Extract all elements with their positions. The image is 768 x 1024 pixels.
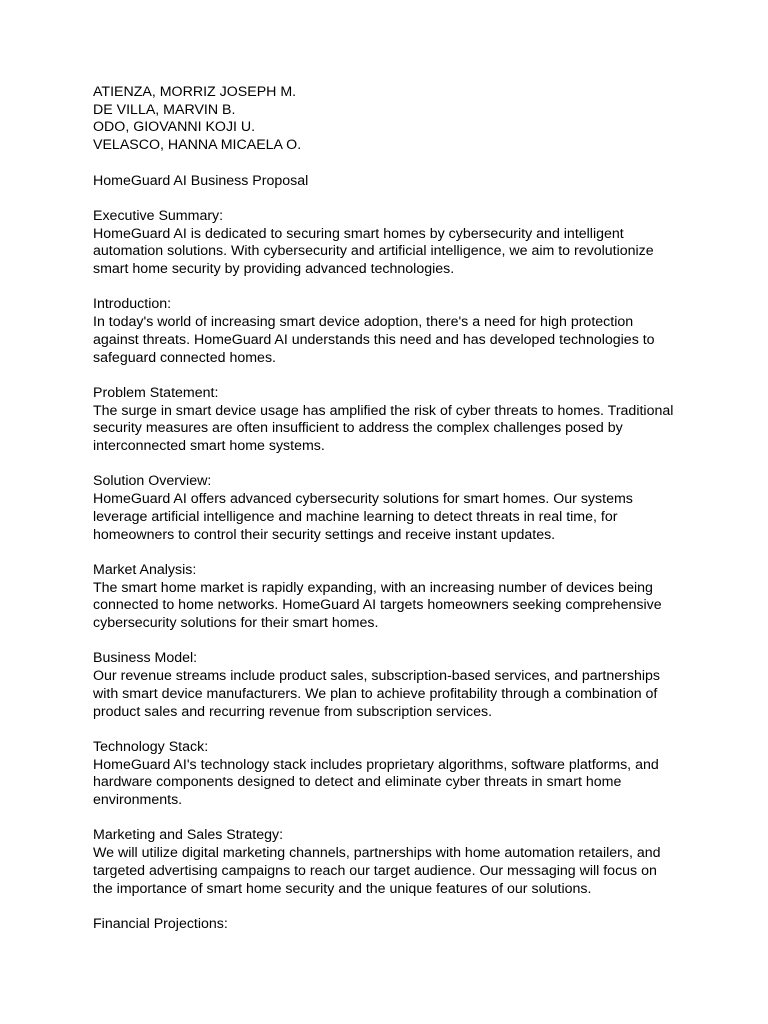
section-body bbox=[93, 668, 693, 721]
author-list bbox=[93, 84, 693, 155]
section-heading: Marketing and Sales Strategy: bbox=[93, 827, 284, 844]
section-heading: Executive Summary: bbox=[93, 207, 224, 224]
body-line: HomeGuard AI offers advanced cybersecurity solutions for smart homes. Our systems bbox=[93, 491, 633, 508]
section-marketing-and-sales-strategy bbox=[93, 827, 693, 898]
body-line: targeted advertising campaigns to reach our target audience. Our messaging will focus on bbox=[93, 862, 657, 879]
section-technology-stack bbox=[93, 739, 693, 810]
document-page bbox=[93, 84, 693, 934]
body-line: homeowners to control their security settings and receive instant updates. bbox=[93, 526, 556, 543]
body-line: smart home security by providing advanced technologies. bbox=[93, 261, 455, 277]
section-heading: Market Analysis: bbox=[93, 561, 197, 578]
section-heading: Technology Stack: bbox=[93, 738, 209, 755]
body-line: The smart home market is rapidly expanding, with an increasing number of devices being bbox=[93, 579, 653, 596]
body-line: connected to home networks. HomeGuard AI targets homeowners seeking comprehensive bbox=[93, 597, 662, 614]
body-line: against threats. HomeGuard AI understands this need and has developed technologies to bbox=[93, 331, 655, 348]
section-heading: Solution Overview: bbox=[93, 473, 212, 490]
section-heading: Financial Projections: bbox=[93, 915, 228, 932]
body-line: hardware components designed to detect and eliminate cyber threats in smart home bbox=[93, 774, 622, 791]
section-body bbox=[93, 845, 693, 898]
section-market-analysis bbox=[93, 562, 693, 633]
section-business-model bbox=[93, 650, 693, 721]
body-line: HomeGuard AI's technology stack includes proprietary algorithms, software platforms, and bbox=[93, 756, 659, 773]
author-name: DE VILLA, MARVIN B. bbox=[93, 101, 236, 118]
author-name: ATIENZA, MORRIZ JOSEPH M. bbox=[93, 84, 297, 100]
section-executive-summary bbox=[93, 208, 693, 279]
body-line: the importance of smart home security and the unique features of our solutions. bbox=[93, 880, 592, 897]
body-line: Our revenue streams include product sales, subscription-based services, and partnerships bbox=[93, 668, 660, 685]
section-body bbox=[93, 580, 693, 633]
author-name: VELASCO, HANNA MICAELA O. bbox=[93, 137, 302, 154]
section-solution-overview bbox=[93, 473, 693, 544]
section-introduction bbox=[93, 296, 693, 367]
body-line: We will utilize digital marketing channels, partnerships with home automation retailers, and bbox=[93, 845, 661, 862]
section-heading: Business Model: bbox=[93, 650, 198, 667]
body-line: leverage artificial intelligence and machine learning to detect threats in real time, for bbox=[93, 508, 618, 525]
section-problem-statement bbox=[93, 385, 693, 456]
section-heading: Introduction: bbox=[93, 296, 172, 313]
body-line: with smart device manufacturers. We plan to achieve profitability through a combination of bbox=[93, 685, 658, 702]
section-body bbox=[93, 403, 693, 456]
section-heading: Problem Statement: bbox=[93, 384, 219, 401]
body-line: safeguard connected homes. bbox=[93, 349, 276, 366]
body-line: product sales and recurring revenue from subscription services. bbox=[93, 703, 493, 720]
document-title: HomeGuard AI Business Proposal bbox=[93, 172, 309, 189]
body-line: The surge in smart device usage has amplified the risk of cyber threats to homes. Traditional bbox=[93, 402, 674, 419]
body-line: In today's world of increasing smart device adoption, there's a need for high protection bbox=[93, 314, 634, 331]
body-line: HomeGuard AI is dedicated to securing smart homes by cybersecurity and intelligent bbox=[93, 225, 624, 242]
section-body bbox=[93, 226, 693, 279]
section-financial-projections bbox=[93, 916, 693, 934]
section-body bbox=[93, 757, 693, 810]
body-line: security measures are often insufficient to address the complex challenges posed by bbox=[93, 420, 623, 437]
body-line: environments. bbox=[93, 792, 183, 808]
section-body bbox=[93, 491, 693, 544]
body-line: interconnected smart home systems. bbox=[93, 438, 325, 454]
author-name: ODO, GIOVANNI KOJI U. bbox=[93, 119, 256, 136]
body-line: cybersecurity solutions for their smart homes. bbox=[93, 615, 379, 631]
body-line: automation solutions. With cybersecurity and artificial intelligence, we aim to revolutionize bbox=[93, 243, 654, 260]
section-body bbox=[93, 314, 693, 367]
